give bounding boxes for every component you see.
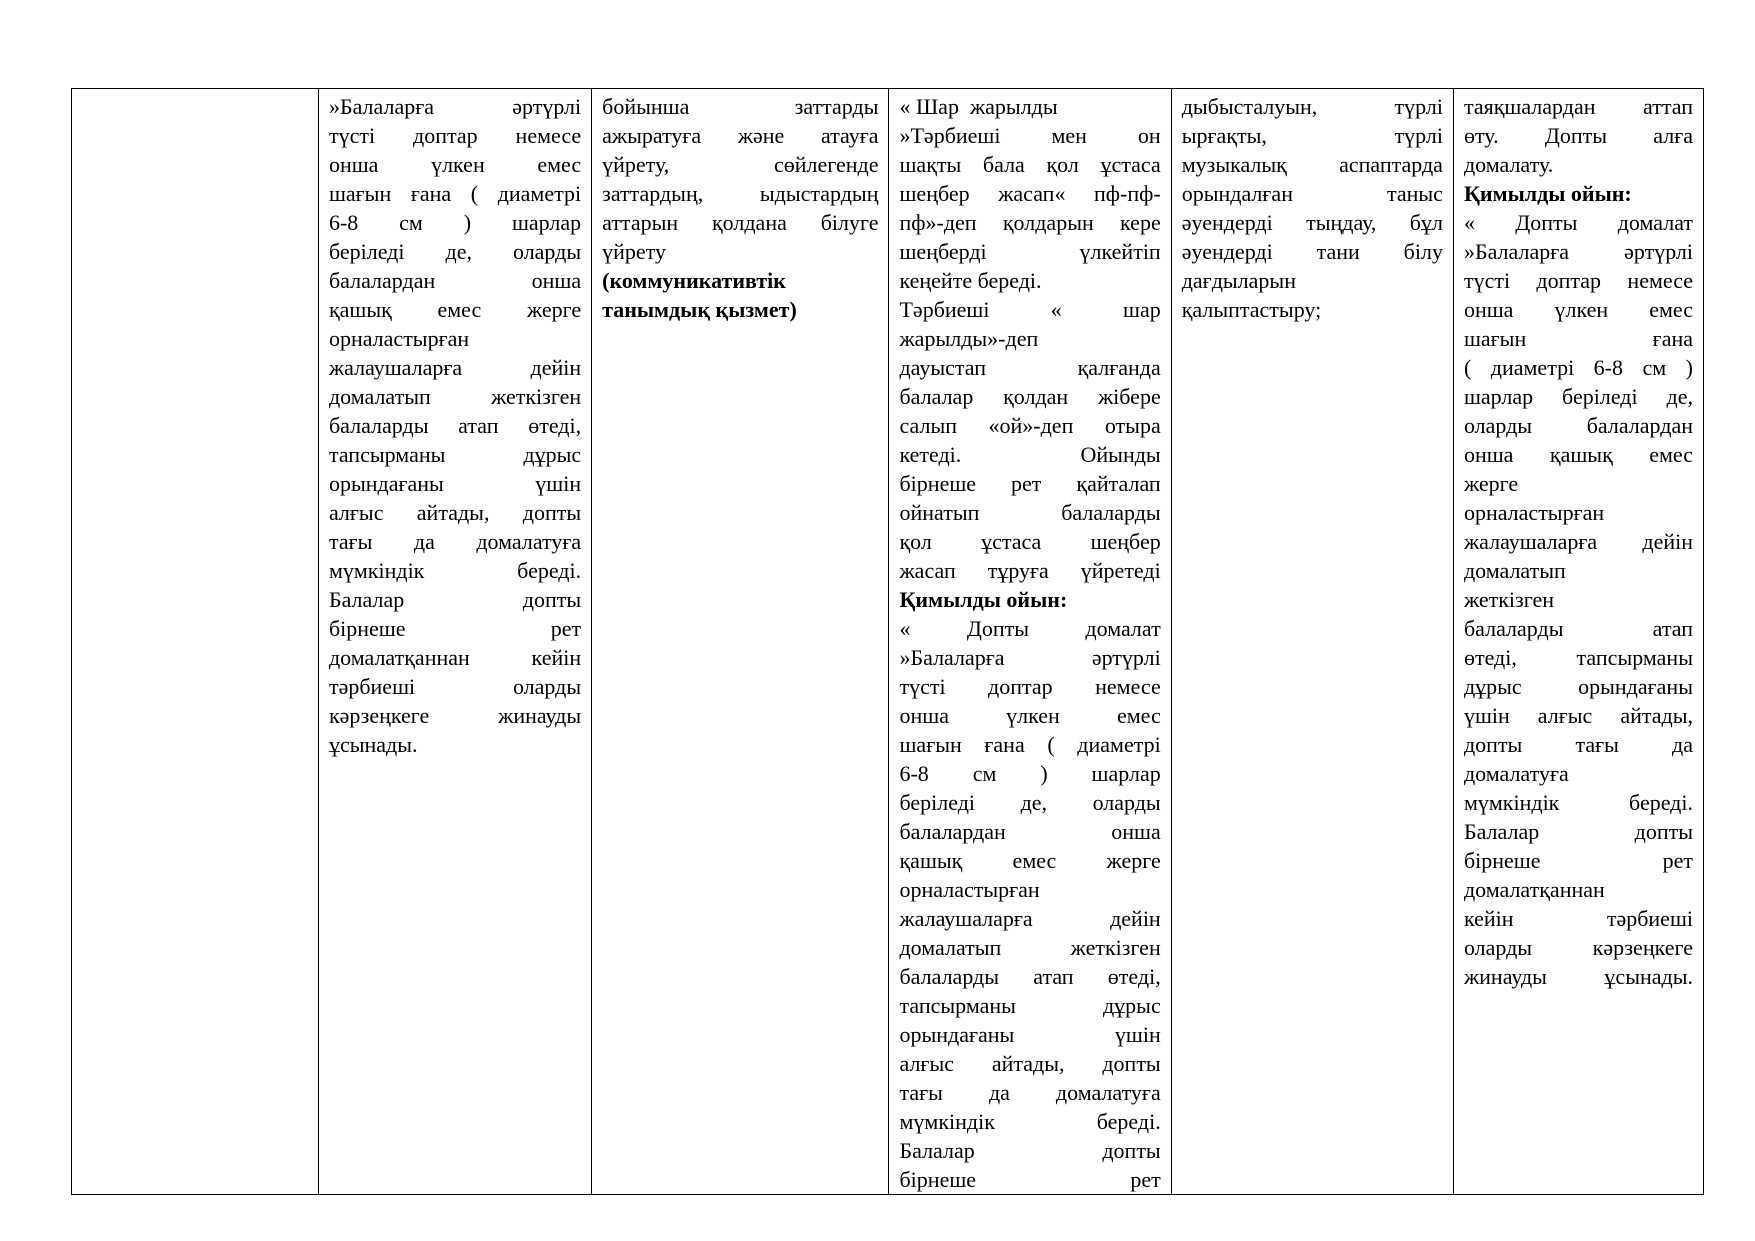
text-line: бірнеше рет [1463,848,1693,873]
text-line: бойынша заттарды [602,94,879,119]
text-line: түсті доптар немесе [328,123,582,148]
text-line: кейін тәрбиеші [1463,906,1693,931]
text-line: дағдыларын [1181,268,1296,293]
text-line: жарылды»-деп [899,326,1039,351]
text-line: алғыс айтады, допты [899,1051,1161,1076]
text-line: ( диаметрі 6-8 см ) [1463,355,1693,380]
text-line: үйрету, сөйлегенде [602,152,879,177]
text-line: тапсырманы дұрыс [328,442,582,467]
text-line: 6-8 см ) шарлар [328,210,582,235]
text-line: салып «ой»-деп отыра [899,413,1161,438]
text-line: орындағаны үшін [328,471,582,496]
text-line: 6-8 см ) шарлар [899,761,1161,786]
text-line: мүмкіндік береді. [328,558,582,583]
text-line: қалыптастыру; [1181,297,1322,322]
text-line: кәрзеңкеге жинауды [328,703,582,728]
text-line: бірнеше рет [899,1167,1161,1192]
lesson-plan-table [71,88,1704,1195]
text-line: балаларды атап [1463,616,1693,641]
text-line: « Шар жарылды [899,94,1058,119]
text-line: қол ұстаса шеңбер [899,529,1161,554]
text-line: Балалар допты [328,587,582,612]
text-line: мүмкіндік береді. [899,1109,1161,1134]
text-line: онша үлкен емес [899,703,1161,728]
text-line: орындағаны үшін [899,1022,1161,1047]
text-line: бірнеше рет [328,616,582,641]
text-line: бірнеше рет қайталап [899,471,1161,496]
text-line: өту. Допты алға [1463,123,1693,148]
text-line: орналастырған [328,326,470,351]
text-line: шағын ғана ( диаметрі [899,732,1161,757]
text-line: таяқшалардан аттап [1463,94,1693,119]
text-line: орналастырған [1463,500,1605,525]
text-line: Тәрбиеші « шар [899,297,1161,322]
text-line: әуендерді тыңдау, бұл [1181,210,1443,235]
text-line: домалатып жеткізген [899,935,1161,960]
text-line: домалатып [1463,558,1566,583]
text-line: түсті доптар немесе [1463,268,1693,293]
text-line: онша үлкен емес [328,152,582,177]
text-line: Балалар допты [1463,819,1693,844]
text-line: жинауды ұсынады. [1463,964,1693,989]
text-line: кеңейте береді. [899,268,1042,293]
text-line: оларды балалардан [1463,413,1693,438]
text-line: дұрыс орындағаны [1463,674,1693,699]
text-line: жасап тұруға үйретеді [899,558,1161,583]
table-cell-col-2 [318,89,591,1195]
bold-heading-line: танымдық қызмет) [602,297,797,322]
table-cell-col-4 [889,89,1171,1195]
text-line: домалатуға [1463,761,1569,786]
text-line: мүмкіндік береді. [1463,790,1693,815]
text-line: жалаушаларға дейін [899,906,1161,931]
text-line: домалатқаннан [1463,877,1605,902]
text-line: дыбысталуын, түрлі [1181,94,1443,119]
text-line: аттарын қолдана білуге [602,210,879,235]
text-line: »Балаларға әртүрлі [1463,239,1693,264]
text-line: балалардан онша [328,268,582,293]
text-line: тапсырманы дұрыс [899,993,1161,1018]
text-line: алғыс айтады, допты [328,500,582,525]
text-line: допты тағы да [1463,732,1693,757]
bold-heading-line: Қимылды ойын: [899,587,1068,612]
text-line: »Балаларға әртүрлі [328,94,582,119]
text-line: музыкалық аспаптарда [1181,152,1443,177]
text-line: балаларды атап өтеді, [899,964,1161,989]
text-line: өтеді, тапсырманы [1463,645,1693,670]
text-line: балаларды атап өтеді, [328,413,582,438]
table-cell-col-6 [1453,89,1703,1195]
text-line: тағы да домалатуға [899,1080,1161,1105]
text-line: шағын ғана ( диаметрі [328,181,582,206]
text-line: домалатқаннан кейін [328,645,582,670]
text-line: тәрбиеші оларды [328,674,582,699]
text-line: шеңбер жасап« пф-пф- [899,181,1161,206]
bold-heading-line: Қимылды ойын: [1463,181,1632,206]
text-line: заттардың, ыдыстардың [602,181,879,206]
text-line: жерге [1463,471,1519,496]
text-line: шақты бала қол ұстаса [899,152,1161,177]
text-line: шеңберді үлкейтіп [899,239,1161,264]
text-line: орналастырған [899,877,1040,902]
text-line: тағы да домалатуға [328,529,582,554]
table-cell-col-1 [72,89,319,1195]
text-line: « Допты домалат [899,616,1161,641]
text-line: балалар қолдан жібере [899,384,1161,409]
text-line: « Допты домалат [1463,210,1693,235]
text-line: әуендерді тани білу [1181,239,1443,264]
table-row [72,89,1704,1195]
table-cell-col-3 [592,89,889,1195]
text-line: шағын ғана [1463,326,1693,351]
table-cell-col-5 [1171,89,1453,1195]
text-line: онша үлкен емес [1463,297,1693,322]
text-line: орындалған таныс [1181,181,1443,206]
text-line: оларды кәрзеңкеге [1463,935,1693,960]
text-line: ажыратуға және атауға [602,123,879,148]
text-line: ұсынады. [328,732,418,757]
text-line: үйрету [602,239,666,264]
text-line: онша қашық емес [1463,442,1693,467]
text-line: »Тәрбиеші мен он [899,123,1161,148]
text-line: түсті доптар немесе [899,674,1161,699]
text-line: домалатып жеткізген [328,384,582,409]
bold-heading-line: (коммуникативтік [602,268,786,293]
text-line: »Балаларға әртүрлі [899,645,1161,670]
text-line: қашық емес жерге [328,297,582,322]
text-line: ойнатып балаларды [899,500,1161,525]
text-line: кетеді. Ойынды [899,442,1161,467]
text-line: пф»-деп қолдарын кере [899,210,1161,235]
text-line: беріледі де, оларды [899,790,1161,815]
text-line: үшін алғыс айтады, [1463,703,1693,728]
text-line: шарлар беріледі де, [1463,384,1693,409]
text-line: қашық емес жерге [899,848,1161,873]
text-line: беріледі де, оларды [328,239,582,264]
text-line: жалаушаларға дейін [328,355,582,380]
text-line: домалату. [1463,152,1554,177]
text-line: ырғақты, түрлі [1181,123,1443,148]
text-line: дауыстап қалғанда [899,355,1161,380]
text-line: балалардан онша [899,819,1161,844]
text-line: жалаушаларға дейін [1463,529,1693,554]
text-line: Балалар допты [899,1138,1161,1163]
text-line: жеткізген [1463,587,1555,612]
